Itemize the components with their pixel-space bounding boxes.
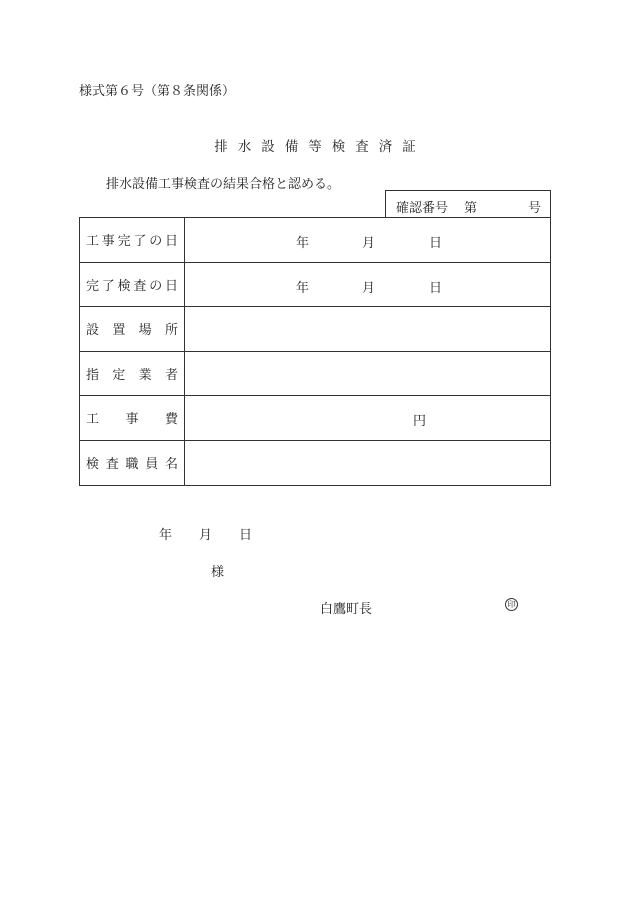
row-label: 設置場所 [86,323,178,339]
yen-unit-label: 円 [413,414,427,429]
form-number: 様式第６号（第８条関係） [79,84,236,99]
table-row-inspector-name [80,441,550,486]
month-label: 月 [362,236,376,251]
day-label: 日 [429,236,443,251]
table-row-installation-site [80,307,550,352]
completion-date-field [185,218,550,262]
seal-mark: 印 [505,598,518,611]
document-title: 排水設備等検査済証 [214,139,426,155]
table-row-construction-cost [80,396,550,441]
confirmation-number-prefix: 第 [464,201,478,216]
certification-statement: 排水設備工事検査の結果合格と認める。 [106,177,341,192]
issue-month-label: 月 [199,528,213,543]
issue-day-label: 日 [239,528,253,543]
installation-site-field [185,307,550,351]
inspector-name-field [185,441,550,486]
table-row-designated-contractor [80,352,550,397]
addressee-honorific: 様 [211,565,225,580]
row-label: 指定業者 [86,367,178,383]
issuer-name: 白鷹町長 [320,602,373,617]
construction-cost-field [185,396,550,440]
row-label: 工事費 [86,412,178,428]
confirmation-number-suffix: 号 [527,201,541,216]
designated-contractor-field [185,352,550,396]
day-label: 日 [429,280,443,296]
year-label: 年 [296,280,310,296]
inspection-table [79,217,551,486]
row-label: 検査職員名 [86,457,178,473]
confirmation-number-label: 確認番号 [396,201,449,216]
month-label: 月 [362,280,376,296]
year-label: 年 [296,236,310,251]
table-row-inspection-date [80,263,550,308]
inspection-date-field [185,263,550,307]
row-label: 完了検査の日 [86,278,178,294]
issue-year-label: 年 [159,528,173,543]
row-label: 工事完了の日 [86,234,178,250]
confirmation-number-box [385,190,551,217]
table-row-completion-date [80,218,550,263]
